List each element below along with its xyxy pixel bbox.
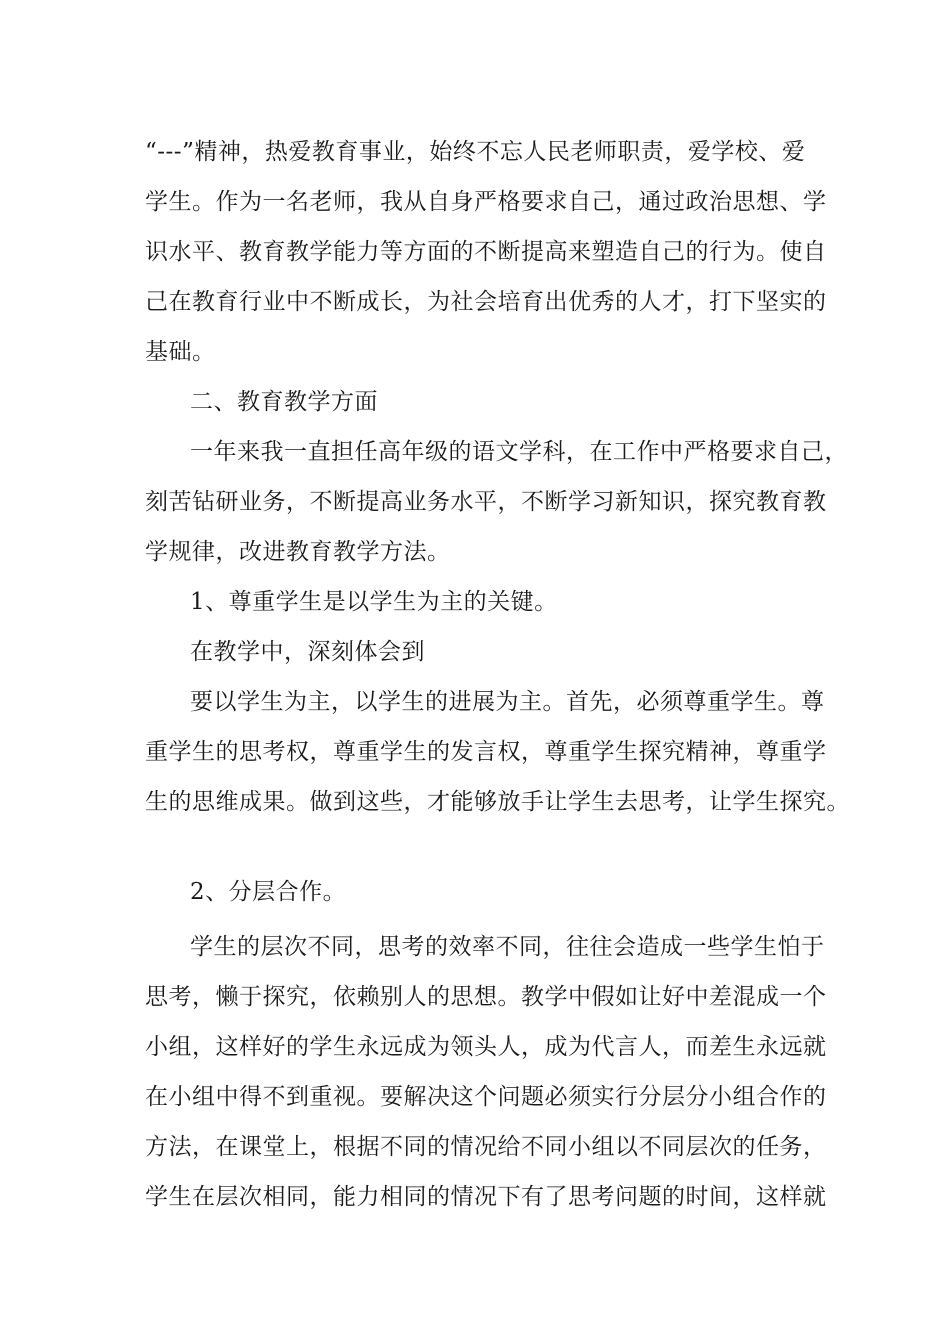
- text-line: 学生。作为一名老师，我从自身严格要求自己，通过政治思想、学: [145, 189, 827, 215]
- text-line: 思考，懒于探究，依赖别人的思想。教学中假如让好中差混成一个: [145, 984, 827, 1010]
- text-line: “---”精神，热爱教育事业，始终不忘人民老师职责，爱学校、爱: [145, 139, 806, 165]
- section-heading: 二、教育教学方面: [190, 389, 378, 415]
- text-line: 一年来我一直担任高年级的语文学科，在工作中严格要求自己，: [190, 439, 848, 465]
- text-line: 基础。: [145, 339, 216, 365]
- text-line: 学生在层次相同，能力相同的情况下有了思考问题的时间，这样就: [145, 1184, 827, 1210]
- text-line: 要以学生为主，以学生的进展为主。首先，必须尊重学生。尊: [190, 689, 825, 715]
- text-line: 小组，这样好的学生永远成为领头人，成为代言人，而差生永远就: [145, 1034, 827, 1060]
- text-line: 生的思维成果。做到这些，才能够放手让学生去思考，让学生探究。: [145, 789, 850, 815]
- text-line: 学规律，改进教育教学方法。: [145, 539, 451, 565]
- text-line: 己在教育行业中不断成长，为社会培育出优秀的人才，打下坚实的: [145, 289, 827, 315]
- text-line: 在小组中得不到重视。要解决这个问题必须实行分层分小组合作的: [145, 1084, 827, 1110]
- text-line: 重学生的思考权，尊重学生的发言权，尊重学生探究精神，尊重学: [145, 739, 827, 765]
- text-line: 学生的层次不同，思考的效率不同，往往会造成一些学生怕于: [190, 934, 825, 960]
- text-line: 识水平、教育教学能力等方面的不断提高来塑造自己的行为。使自: [145, 239, 827, 265]
- subsection-heading: 1、尊重学生是以学生为主的关键。: [190, 589, 558, 615]
- subsection-heading: 2、分层合作。: [190, 879, 347, 905]
- text-line: 在教学中，深刻体会到: [190, 639, 425, 665]
- text-line: 刻苦钻研业务，不断提高业务水平，不断学习新知识，探究教育教: [145, 489, 827, 515]
- text-line: 方法，在课堂上，根据不同的情况给不同小组以不同层次的任务，: [145, 1134, 827, 1160]
